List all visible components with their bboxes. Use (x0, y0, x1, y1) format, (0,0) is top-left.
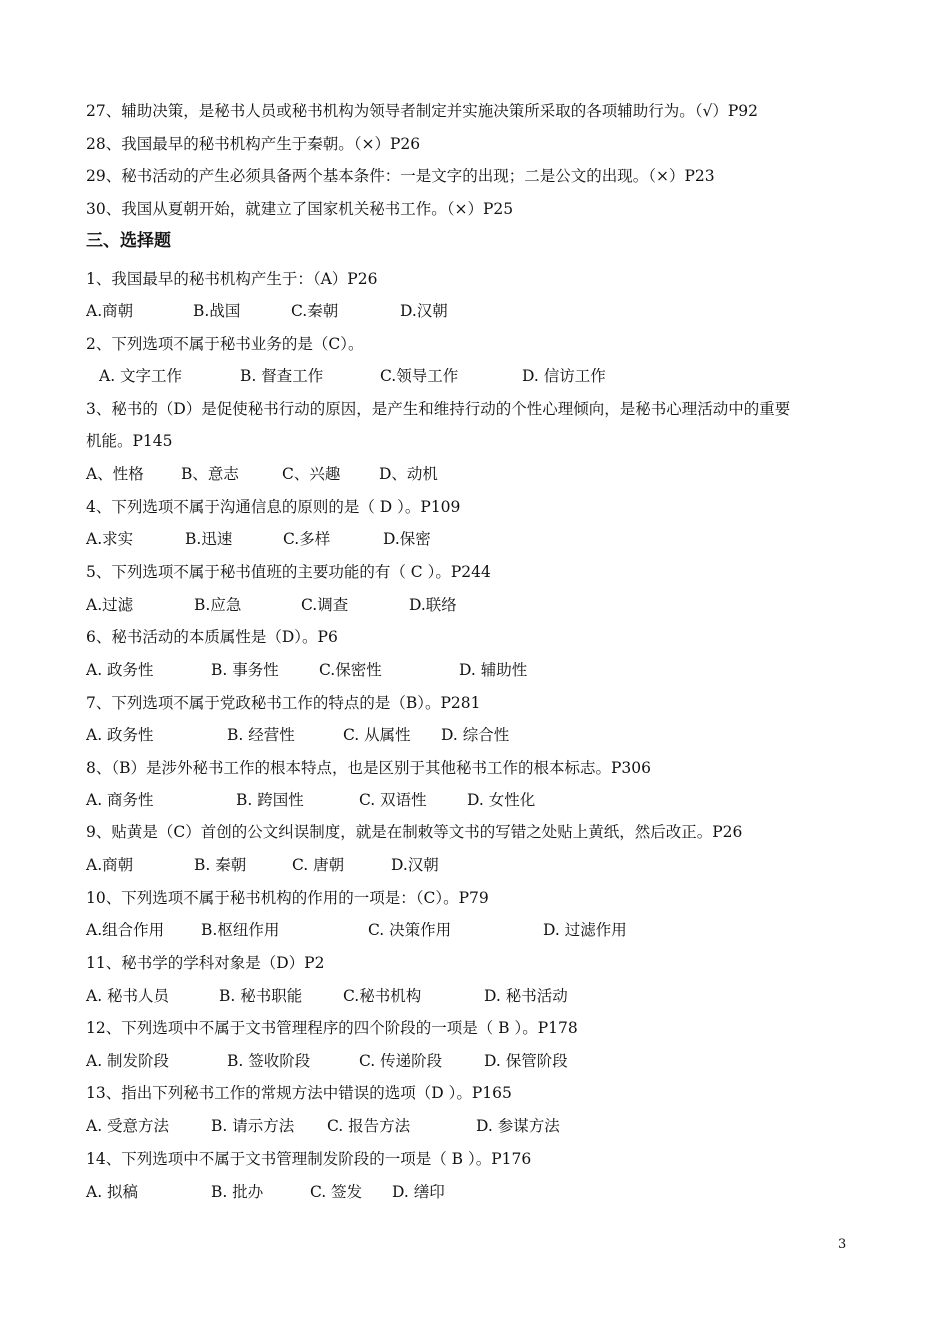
option-c: C.秘书机构 (343, 987, 422, 1005)
question-3: 3、秘书的（D）是促使秘书行动的原因，是产生和维持行动的个性心理倾向，是秘书心理活动中的重要 (86, 400, 791, 418)
options-9 (86, 855, 886, 875)
question-9: 9、贴黄是（C）首创的公文纠误制度，就是在制敕等文书的写错之处贴上黄纸，然后改正。P26 (86, 823, 743, 841)
option-a: A. 秘书人员 (86, 987, 170, 1005)
option-b: B.迅速 (185, 530, 233, 548)
page-number: 3 (838, 1237, 847, 1252)
option-d: D. 信访工作 (522, 367, 606, 385)
option-c: C、兴趣 (282, 465, 341, 483)
section-title: 三、选择题 (86, 231, 171, 251)
option-d: D.保密 (383, 530, 431, 548)
option-d: D.汉朝 (400, 302, 448, 320)
options-6 (86, 660, 886, 680)
options-8 (86, 790, 886, 810)
option-a: A. 拟稿 (86, 1183, 139, 1201)
option-d: D. 缮印 (392, 1183, 445, 1201)
option-a: A.组合作用 (86, 921, 165, 939)
question-12: 12、下列选项中不属于文书管理程序的四个阶段的一项是（ B ）。P178 (86, 1019, 578, 1037)
option-a: A. 政务性 (86, 661, 154, 679)
question-14: 14、下列选项中不属于文书管理制发阶段的一项是（ B ）。P176 (86, 1150, 532, 1168)
question-6: 6、秘书活动的本质属性是（D）。P6 (86, 628, 338, 646)
judgment-30: 30、我国从夏朝开始，就建立了国家机关秘书工作。（×）P25 (86, 200, 514, 218)
options-4 (86, 529, 886, 549)
option-c: C. 双语性 (359, 791, 427, 809)
judgment-29: 29、秘书活动的产生必须具备两个基本条件：一是文字的出现；二是公文的出现。（×）P23 (86, 167, 715, 185)
option-b: B. 秦朝 (194, 856, 247, 874)
option-b: B、意志 (181, 465, 239, 483)
option-d: D、动机 (379, 465, 438, 483)
options-10 (86, 920, 886, 940)
option-b: B. 批办 (211, 1183, 264, 1201)
judgment-28: 28、我国最早的秘书机构产生于秦朝。（×）P26 (86, 135, 421, 153)
option-c: C. 签发 (310, 1183, 363, 1201)
question-13: 13、指出下列秘书工作的常规方法中错误的选项（D ）。P165 (86, 1084, 512, 1102)
option-c: C. 唐朝 (292, 856, 345, 874)
option-c: C. 报告方法 (327, 1117, 411, 1135)
option-d: D. 过滤作用 (543, 921, 627, 939)
option-c: C.领导工作 (380, 367, 459, 385)
option-a: A. 受意方法 (86, 1117, 170, 1135)
question-7: 7、下列选项不属于党政秘书工作的特点的是（B）。P281 (86, 694, 481, 712)
question-8: 8、（B）是涉外秘书工作的根本特点，也是区别于其他秘书工作的根本标志。P306 (86, 759, 652, 777)
option-a: A. 文字工作 (99, 367, 183, 385)
option-d: D. 保管阶段 (484, 1052, 568, 1070)
option-b: B. 督查工作 (240, 367, 324, 385)
option-a: A.商朝 (86, 856, 134, 874)
option-a: A.过滤 (86, 596, 134, 614)
options-14 (86, 1182, 886, 1202)
option-b: B.战国 (193, 302, 241, 320)
option-d: D.汉朝 (391, 856, 439, 874)
options-2 (86, 366, 886, 386)
option-c: C.秦朝 (291, 302, 339, 320)
option-b: B.应急 (194, 596, 242, 614)
options-13 (86, 1116, 886, 1136)
option-d: D. 秘书活动 (484, 987, 568, 1005)
option-d: D.联络 (409, 596, 457, 614)
option-b: B.枢纽作用 (201, 921, 280, 939)
options-7 (86, 725, 886, 745)
question-1: 1、我国最早的秘书机构产生于：（A）P26 (86, 270, 378, 288)
options-1 (86, 301, 886, 321)
option-b: B. 事务性 (211, 661, 279, 679)
option-b: B. 签收阶段 (227, 1052, 311, 1070)
option-d: D. 参谋方法 (476, 1117, 560, 1135)
option-b: B. 秘书职能 (219, 987, 303, 1005)
options-3 (86, 464, 886, 484)
options-11 (86, 986, 886, 1006)
options-12 (86, 1051, 886, 1071)
option-a: A. 商务性 (86, 791, 154, 809)
option-c: C. 传递阶段 (359, 1052, 443, 1070)
question-10: 10、下列选项不属于秘书机构的作用的一项是：（C）。P79 (86, 889, 489, 907)
option-c: C.保密性 (319, 661, 382, 679)
options-5 (86, 595, 886, 615)
option-a: A. 制发阶段 (86, 1052, 170, 1070)
option-b: B. 跨国性 (236, 791, 304, 809)
question-3-cont: 机能。P145 (86, 432, 173, 450)
option-b: B. 经营性 (227, 726, 295, 744)
option-c: C. 从属性 (343, 726, 411, 744)
question-4: 4、下列选项不属于沟通信息的原则的是（ D ）。P109 (86, 498, 461, 516)
judgment-27: 27、辅助决策，是秘书人员或秘书机构为领导者制定并实施决策所采取的各项辅助行为。（√）P92 (86, 102, 759, 120)
option-a: A.商朝 (86, 302, 134, 320)
option-a: A. 政务性 (86, 726, 154, 744)
option-c: C.调查 (301, 596, 349, 614)
option-c: C. 决策作用 (368, 921, 452, 939)
option-a: A.求实 (86, 530, 134, 548)
option-d: D. 女性化 (467, 791, 536, 809)
option-a: A、性格 (86, 465, 144, 483)
option-d: D. 综合性 (441, 726, 510, 744)
option-c: C.多样 (283, 530, 331, 548)
question-11: 11、秘书学的学科对象是（D）P2 (86, 954, 325, 972)
option-d: D. 辅助性 (459, 661, 528, 679)
question-5: 5、下列选项不属于秘书值班的主要功能的有（ C ）。P244 (86, 563, 491, 581)
question-2: 2、下列选项不属于秘书业务的是（C）。 (86, 335, 364, 353)
option-b: B. 请示方法 (211, 1117, 295, 1135)
